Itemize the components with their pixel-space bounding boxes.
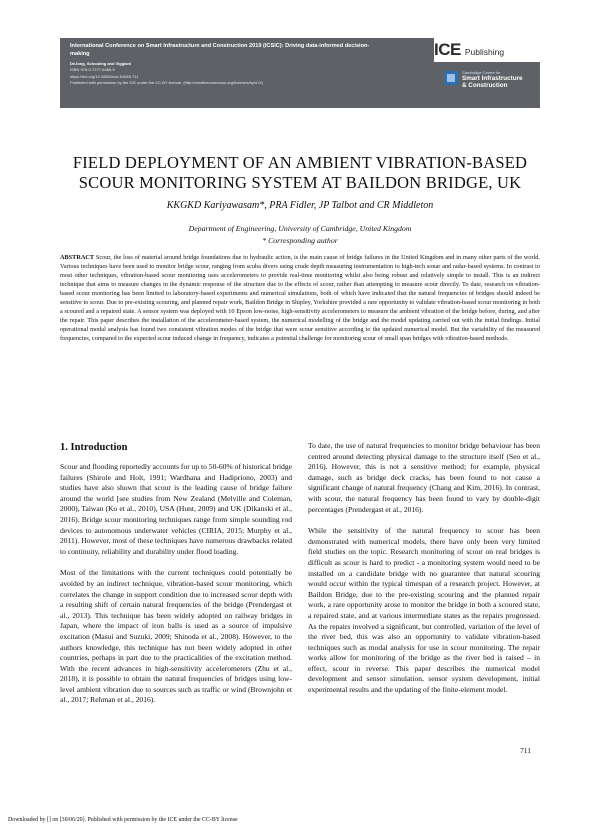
csic-mark-icon [444, 71, 458, 85]
ice-logo-sub: Publishing [464, 46, 505, 57]
editors-line: DeJong, Schooling and Viggiani [70, 61, 132, 66]
paragraph: To date, the use of natural frequencies to monitor bridge behaviour has been centred around detecting physical damage to the structure itself (Seo et al., 2016). However, this is not a sensitive method; for example, physical damage, such as bridge deck cracks, has been found to not cause a significant change of natural frequency (Chang and Kim, 2016). In contrast, with scour, the natural frequency has been found to vary by double-digit percentages (Prendergast et al., 2016). [308, 441, 540, 514]
csic-line1: Smart Infrastructure [462, 75, 523, 82]
left-column [60, 462, 292, 717]
csic-line2: & Construction [462, 82, 508, 90]
csic-text [462, 70, 523, 90]
paragraph: Most of the limitations with the current techniques could potentially be avoided by an indirect technique, vibration-based scour monitoring, which correlates the change in support condition due to increased scour depth with a resulting shift of certain natural frequencies of the bridge (Prendergast et al., 2013). This technique has been widely adopted on railway bridges in Japan, where the impact of iron balls is used as a source of impulsive excitation (Masui and Suzuki, 2009; Shinoda et al., 2008). However, to the authors knowledge, this technique has not been widely adopted in other countries, perhaps in part due to the practicalities of the excitation method. With the recent advances in high-sensitivity accelerometers (Zhu et al., 2018), it is possible to obtain the natural frequencies of bridges using low-level ambient vibration due to sources such as traffic or wind (Brownjohn et al., 2017; Rehman et al., 2016). [60, 568, 292, 705]
paragraph: Scour and flooding reportedly accounts for up to 50-60% of historical bridge failures (Shirole and Holt, 1991; Wardhana and Hadipriono, 2003) and studies have also shown that scour is the leading cause of bridge failure around the world [see studies from New Zealand (Melville and Coleman, 2000), Taiwan (Ko et al., 2010), USA (Hunt, 2009) and UK (Dikanski et al., 2016). Bridge scour monitoring techniques range from simple sounding rod devices to autonomous underwater vehicles (CIRIA, 2015; Murphy et al., 2011). However, most of these techniques have numerous drawbacks related to continuity, reliability and durability under flood loading. [60, 462, 293, 556]
page-number: 711 [520, 746, 531, 755]
corresponding-author-note: * Corresponding author [262, 236, 338, 245]
ice-logo-word: ICE [434, 40, 461, 59]
paper-authors: KKGKD Kariyawasam*, PRA Fidler, JP Talbot and CR Middleton [166, 200, 434, 211]
abstract [60, 254, 540, 344]
isbn: ISBN 978-0-7277-6466-9 [70, 67, 115, 73]
affiliation: Department of Engineering, University of Cambridge, United Kingdom [188, 224, 412, 233]
conference-title: International Conference on Smart Infrastructure and Construction 2019 (ICSIC): Driving data-informed decision-making [70, 43, 370, 57]
doi-link[interactable]: https://doi.org/10.1680/icsic.64669.711 [70, 73, 139, 79]
license-note: Published with permission by the ICE under the CC-BY license. (http://creativecommons.org/licenses/by/4.0/) [70, 80, 263, 86]
right-column [308, 441, 540, 707]
publication-meta [70, 61, 400, 87]
section-heading: 1. Introduction [60, 442, 128, 453]
download-footer: Downloaded by [] on [30/06/20]. Published with permission by the ICE under the CC-BY license [8, 817, 238, 823]
paragraph: While the sensitivity of the natural frequency to scour has been demonstrated with numerical models, there have only been very limited field studies on the topic. Research monitoring of scour on real bridges is difficult as scour is hard to predict - a monitoring system would need to be installed on a candidate bridge with no guarantee that natural scouring would occur within the typical timespan of a research project. However, at Baildon Bridge, due to the pre-existing scouring and the planned repair work, a rare opportunity arose to monitor the bridge in both a scoured state, a repaired state, and at various intermediate states as the repairs progressed. As the repairs involved a significant, but controlled, variation of the level of the river bed, this was also an opportunity to validate vibration-based techniques such as modal analysis for use in scour monitoring. The repair works allow for monitoring of the bridge as the river bed is raised – in effect, scour in reverse. This paper describes the numerical model development and sensor simulation, sensor system development, initial experimental results and the updating of the finite-element model. [308, 526, 540, 695]
csic-logo [444, 70, 540, 100]
csic-small: Cambridge Centre for [462, 70, 501, 75]
ice-publishing-logo [434, 38, 540, 62]
abstract-label: ABSTRACT [60, 254, 95, 261]
paper-title: FIELD DEPLOYMENT OF AN AMBIENT VIBRATION-BASED SCOUR MONITORING SYSTEM AT BAILDON BRIDGE, UK [72, 153, 528, 192]
abstract-text: Scour, the loss of material around bridge foundations due to hydraulic action, is the main cause of bridge failures in the United Kingdom and in many other parts of the world. Various techniques have been used to monitor bridge scour, ranging from scuba divers using crude depth measuring instrumentation to high-tech sonar and radar-based systems. In contrast to most other techniques, vibration-based scour monitoring uses accelerometers to provide real-time monitoring whilst also being robust and relatively simple to install. This is an indirect technique that aims to measure changes in the dynamic response of the structure due to the effects of scour, rather than attempting to measure scour directly. To date, research on vibration-based scour monitoring has been limited to laboratory-based experiments and numerical simulations, both of which have indicated that the natural frequencies of bridges should indeed be sensitive to scour. Due to pre-existing scouring, and planned repair work, Baildon Bridge in Shipley, Yorkshire provided a rare opportunity to validate vibration-based scour monitoring in both a scoured and a repaired state. A sensor system was deployed with 10 Epson low-noise, high-sensitivity accelerometers to measure the ambient vibration of the bridge before, during, and after the repair. This paper describes the installation of the accelerometer-based system, the numerical modelling of the bridge and the model updating carried out with the initial findings. Initial operational modal analysis has found two consistent vibration modes of the bridge that were scour sensitive according to the updated numerical model. But the variability of the measured frequencies, compared to the expected scour induced change in frequency, indicates a potential challenge for monitoring scour of small span bridges with vibration-based methods. [60, 254, 540, 342]
